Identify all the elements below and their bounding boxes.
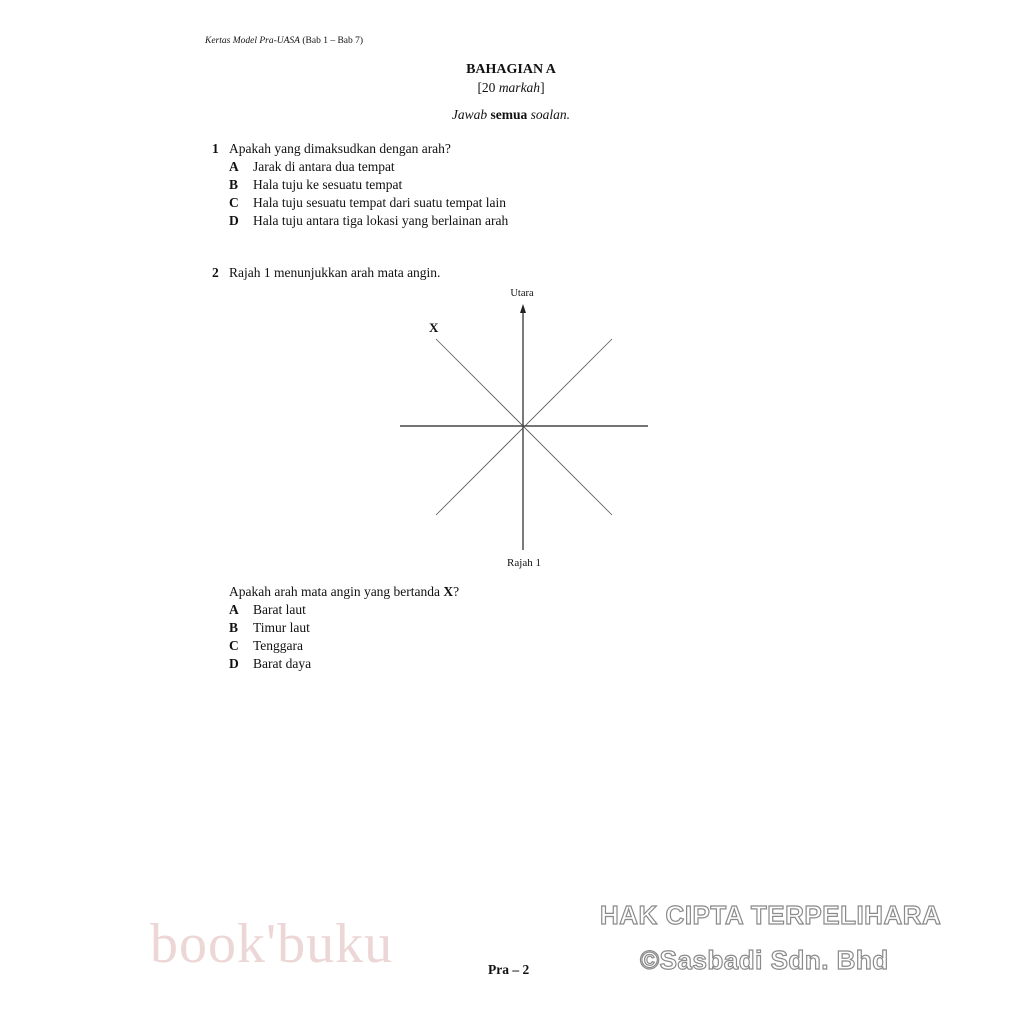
option-letter: D (229, 656, 239, 671)
question-text: Apakah yang dimaksudkan dengan arah? (229, 141, 451, 156)
option-letter: C (229, 638, 239, 653)
option-letter: A (229, 159, 239, 174)
instr-1: Jawab (451, 107, 488, 122)
instr-3: soalan. (530, 107, 571, 122)
diagram-caption: Rajah 1 (507, 557, 541, 569)
option-letter: D (229, 213, 239, 228)
marker-x: X (429, 320, 439, 335)
marks-close: ] (540, 80, 545, 95)
option-letter: B (229, 620, 239, 635)
marks-word: markah (498, 80, 541, 95)
header-title: Kertas Model Pra-UASA (205, 36, 300, 46)
prompt-post: ? (453, 584, 460, 599)
copyright-watermark-1: HAK CIPTA TERPELIHARA (600, 900, 942, 930)
section-title: BAHAGIAN A (466, 62, 556, 77)
option-text: Barat daya (253, 656, 312, 671)
page-number: Pra – 2 (488, 962, 530, 977)
question-text: Rajah 1 menunjukkan arah mata angin. (229, 265, 441, 280)
option-text: Hala tuju antara tiga lokasi yang berlainan arah (253, 213, 509, 228)
question-prompt (229, 584, 459, 600)
option-letter: C (229, 195, 239, 210)
option-letter: B (229, 177, 239, 192)
option-text: Hala tuju ke sesuatu tempat (253, 177, 403, 192)
option-text: Jarak di antara dua tempat (253, 159, 395, 174)
prompt-marker: X (443, 584, 454, 599)
brand-watermark: book'buku (150, 913, 394, 975)
option-letter: A (229, 602, 239, 617)
option-text: Timur laut (253, 620, 310, 635)
option-text: Barat laut (253, 602, 306, 617)
question-number: 2 (212, 265, 219, 280)
north-label: Utara (510, 288, 534, 299)
prompt-pre: Apakah arah mata angin yang bertanda (229, 584, 444, 599)
copyright-watermark-2: ©Sasbadi Sdn. Bhd (640, 945, 889, 975)
question-number: 1 (212, 141, 219, 156)
marks-open: [20 (477, 80, 499, 95)
north-arrow-icon (520, 304, 526, 313)
option-text: Hala tuju sesuatu tempat dari suatu tempat lain (253, 195, 507, 210)
header-chapters: (Bab 1 – Bab 7) (300, 36, 364, 46)
instr-2: semua (490, 107, 528, 122)
option-text: Tenggara (253, 638, 304, 653)
